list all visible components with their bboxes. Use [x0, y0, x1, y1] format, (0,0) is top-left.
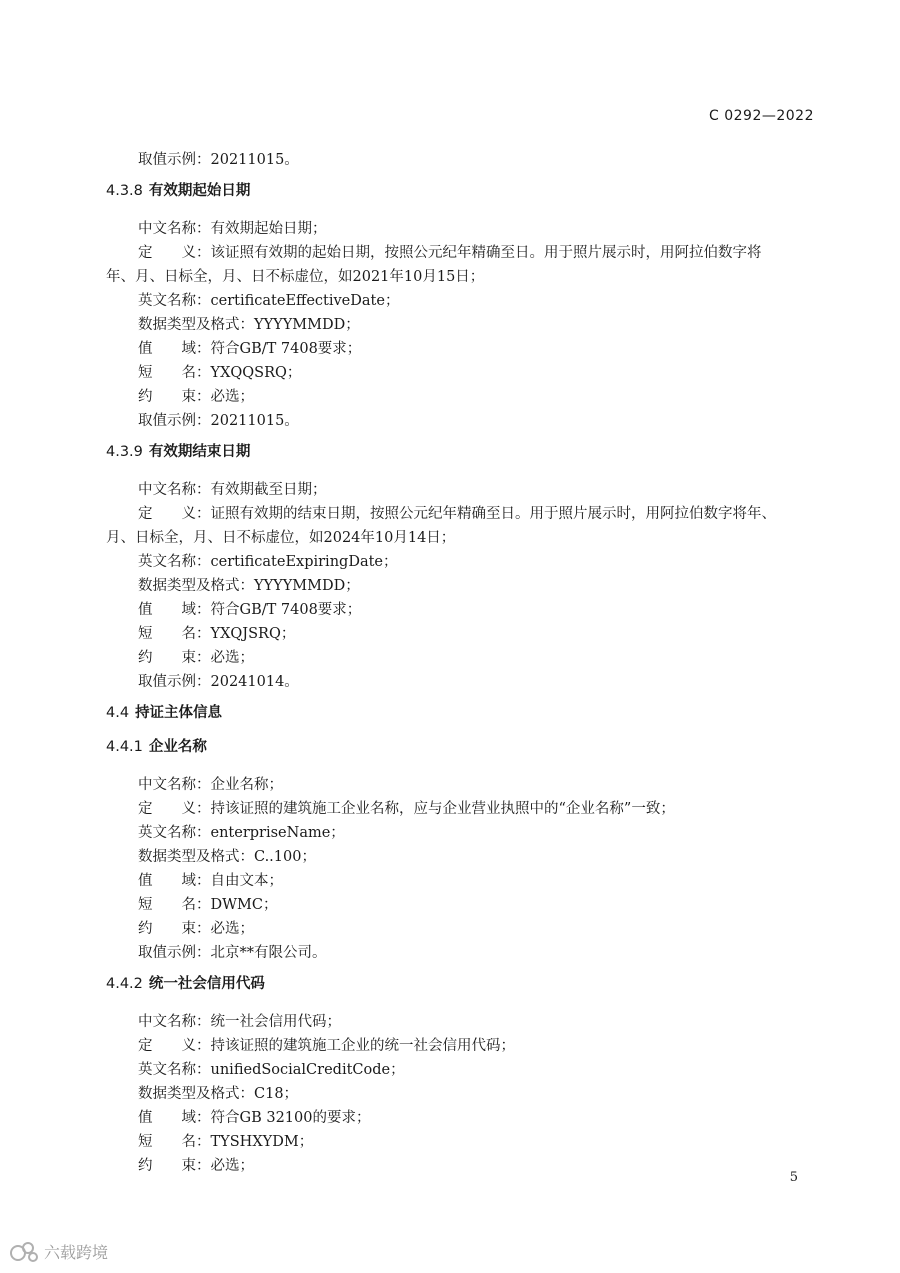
field-line: 短 名：YXQQSRQ； — [138, 365, 302, 381]
field-line: 数据类型及格式：C18； — [138, 1086, 299, 1102]
field-continuation: 月、日标全，月、日不标虚位，如2024年10月14日； — [106, 530, 456, 546]
field-line: 约 束：必选； — [138, 921, 254, 937]
section-title: 有效期结束日期 — [148, 444, 251, 460]
field-line: 取值示例：北京**有限公司。 — [138, 945, 327, 961]
watermark-text: 六载跨境 — [44, 1243, 109, 1262]
field-line: 定 义：持该证照的建筑施工企业名称，应与企业营业执照中的“企业名称”一致； — [138, 801, 675, 817]
field-line: 定 义：证照有效期的结束日期，按照公元纪年精确至日。用于照片展示时，用阿拉伯数字将年、 — [138, 506, 776, 522]
field-line: 数据类型及格式：C..100； — [138, 849, 316, 865]
field-line: 英文名称：unifiedSocialCreditCode； — [138, 1062, 405, 1078]
field-line: 约 束：必选； — [138, 650, 254, 666]
field-line: 短 名：TYSHXYDM； — [138, 1134, 314, 1150]
field-line: 数据类型及格式：YYYYMMDD； — [138, 317, 360, 333]
field-line: 中文名称：企业名称； — [138, 777, 283, 793]
field-line: 中文名称：有效期起始日期； — [138, 221, 327, 237]
field-line: 英文名称：certificateExpiringDate； — [138, 554, 398, 570]
section-title: 有效期起始日期 — [148, 183, 251, 199]
page-number: 5 — [789, 1170, 798, 1185]
field-line: 短 名：DWMC； — [138, 897, 278, 913]
section-number: 4.4.1 — [106, 739, 143, 755]
section-heading — [106, 737, 207, 757]
section-heading — [106, 442, 250, 462]
section-number: 4.4.2 — [106, 976, 143, 992]
field-line: 约 束：必选； — [138, 389, 254, 405]
field-line: 定 义：该证照有效期的起始日期，按照公元纪年精确至日。用于照片展示时，用阿拉伯数字将 — [138, 245, 762, 261]
section-title: 持证主体信息 — [135, 705, 223, 721]
watermark-logo-icon — [10, 1242, 38, 1262]
field-line: 短 名：YXQJSRQ； — [138, 626, 296, 642]
field-line: 取值示例：20211015。 — [138, 152, 299, 168]
field-line: 定 义：持该证照的建筑施工企业的统一社会信用代码； — [138, 1038, 515, 1054]
field-line: 英文名称：enterpriseName； — [138, 825, 345, 841]
field-line: 中文名称：有效期截至日期； — [138, 482, 327, 498]
field-line: 值 域：符合GB/T 7408要求； — [138, 341, 362, 357]
section-title: 企业名称 — [148, 739, 207, 755]
section-heading — [106, 974, 265, 994]
field-line: 取值示例：20241014。 — [138, 674, 299, 690]
field-line: 值 域：符合GB/T 7408要求； — [138, 602, 362, 618]
document-code: C 0292—2022 — [709, 108, 814, 124]
section-number: 4.3.8 — [106, 183, 143, 199]
watermark — [10, 1240, 108, 1263]
field-line: 中文名称：统一社会信用代码； — [138, 1014, 341, 1030]
field-continuation: 年、月、日标全，月、日不标虚位，如2021年10月15日； — [106, 269, 485, 285]
field-line: 值 域：自由文本； — [138, 873, 283, 889]
field-line: 取值示例：20211015。 — [138, 413, 299, 429]
section-number: 4.3.9 — [106, 444, 143, 460]
field-line: 数据类型及格式：YYYYMMDD； — [138, 578, 360, 594]
section-title: 统一社会信用代码 — [148, 976, 265, 992]
field-line: 英文名称：certificateEffectiveDate； — [138, 293, 400, 309]
section-number: 4.4 — [106, 705, 130, 721]
field-line: 约 束：必选； — [138, 1158, 254, 1174]
field-line: 值 域：符合GB 32100的要求； — [138, 1110, 371, 1126]
section-heading — [106, 181, 250, 201]
section-heading — [106, 703, 222, 723]
